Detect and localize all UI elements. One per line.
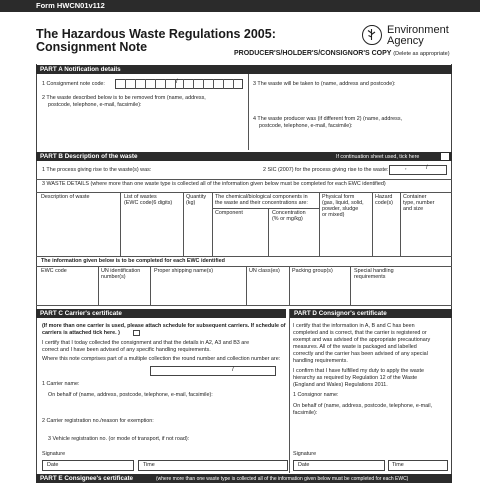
sic-field[interactable] (389, 165, 447, 175)
part-e-note: (where more than one waste type is collected all of the information given below must be completed for each EWC) (156, 476, 409, 482)
part-b-heading: PART B Description of the waste If continuation sheet used, tick here (36, 152, 452, 161)
col-rule (400, 192, 401, 256)
consignor-cert-3: exempt and was advised of the appropriate precautionary (293, 337, 431, 343)
table-rule (36, 305, 452, 306)
multiple-collection-label: Where this note comprises part of a multiple collection the round number and collection number are: (42, 356, 281, 362)
part-e-heading: PART E Consignee's certificate (where more than one waste type is collected all of the information given below must be completed for each EWC) (36, 474, 452, 483)
col-rule (268, 208, 269, 256)
sic-separator-1: , (405, 165, 407, 171)
collection-separator: / (232, 366, 234, 373)
carrier-name-label: 1 Carrier name: (42, 381, 80, 387)
consignment-code-label: 1 Consignment note code: (42, 81, 105, 87)
confirm-3: (England and Wales) Regulations 2011. (293, 382, 388, 388)
col-rule (212, 192, 213, 256)
part-d-heading: PART D Consignor's certificate (290, 309, 452, 318)
process-label: 1 The process giving rise to the waste(s) was: (42, 167, 152, 173)
removed-from-label-2: postcode, telephone, e-mail, facsimile): (48, 102, 142, 108)
col-concentration-1: Concentration (272, 210, 306, 216)
form-code: Form HWCN01v112 (36, 1, 105, 10)
taken-to-label: 3 The waste will be taken to (name, address and postcode): (253, 81, 396, 87)
carrier-schedule-note-2: carriers is attached tick here. ) (42, 330, 120, 336)
col-quantity-1: Quantity (186, 194, 207, 200)
col-description: Description of waste (41, 194, 90, 200)
part-a-divider (248, 74, 249, 150)
agency-name-line1: Environment (387, 24, 449, 36)
agency-logo-icon (362, 25, 382, 45)
consignor-time-label: Time (392, 462, 404, 468)
carrier-schedule-note-1: (If more than one carrier is used, please attach schedule for subsequent carriers. If schedule of (42, 323, 286, 329)
col-concentration-2: (% or mg/kg) (272, 216, 303, 222)
carrier-cert-2: correct and I have been advised of any specific handling requirements. (42, 347, 211, 353)
confirm-2: hierarchy as required by Regulation 12 of the Waste (293, 375, 418, 381)
consignor-cert-4: measures. All of the waste is packaged and labelled (293, 344, 417, 350)
ewc-col-code: EWC code (41, 268, 67, 274)
producer-label-2: postcode, telephone, e-mail, facsimile): (259, 123, 353, 129)
carrier-schedule-checkbox[interactable] (133, 330, 140, 336)
table-rule (36, 192, 452, 193)
col-hazard-1: Hazard (375, 194, 393, 200)
col-container-3: and size (403, 206, 424, 212)
ewc-col-shipping: Proper shipping name(s) (154, 268, 214, 274)
consignor-date-label: Date (298, 462, 310, 468)
carrier-time-label: Time (143, 462, 155, 468)
table-rule (212, 208, 319, 209)
consignor-on-behalf-2: facsimile): (293, 410, 318, 416)
col-list-wastes-1: List of wastes (124, 194, 157, 200)
agency-name-line2: Agency (387, 35, 424, 47)
col-rule (98, 266, 99, 305)
consignor-cert-5: correctly and the carrier has been advised of any special (293, 351, 428, 357)
consignment-code-field[interactable]: / (115, 79, 243, 89)
ewc-col-special-2: requirements (354, 274, 386, 280)
col-physical-2: (gas, liquid, solid, (322, 200, 364, 206)
producer-label-1: 4 The waste producer was (if different from 2) (name, address, (253, 116, 403, 122)
sic-label: 2 SIC (2007) for the process giving rise to the waste: (263, 167, 389, 173)
part-a-heading: PART A Notification details (36, 65, 452, 74)
copy-label: PRODUCER'S/HOLDER'S/CONSIGNOR'S COPY (Delete as appropriate) (234, 50, 450, 57)
form-code-bar (0, 0, 480, 12)
col-rule (150, 266, 151, 305)
col-quantity-2: (kg) (186, 200, 196, 206)
carrier-time-field[interactable] (138, 460, 288, 471)
col-component: Component (215, 210, 243, 216)
col-rule (372, 192, 373, 256)
col-rule (246, 266, 247, 305)
confirm-1: I confirm that I have fulfilled my duty to apply the waste (293, 368, 424, 374)
col-rule (350, 266, 351, 305)
consignor-name-label: 1 Consignor name: (293, 392, 339, 398)
consignor-on-behalf-1: On behalf of (name, address, postcode, telephone, e-mail, (293, 403, 433, 409)
form-subtitle: Consignment Note (36, 40, 148, 54)
carrier-registration-label: 2 Carrier registration no./reason for exemption: (42, 418, 154, 424)
continuation-label: If continuation sheet used, tick here (336, 153, 420, 160)
carrier-date-label: Date (47, 462, 59, 468)
ewc-note: The information given below is to be completed for each EWC identified (41, 258, 225, 264)
ewc-col-un-id-2: number(s) (101, 274, 126, 280)
ewc-col-un-id-1: UN identification (101, 268, 141, 274)
col-chem-2: the waste and their concentrations are: (215, 200, 308, 206)
collection-number-field[interactable] (150, 366, 276, 376)
ewc-col-special-1: Special handling (354, 268, 394, 274)
consignor-cert-1: I certify that the information in A, B and C has been (293, 323, 415, 329)
ewc-col-un-class: UN class(es) (249, 268, 280, 274)
waste-details-label: 3 WASTE DETAILS (where more than one waste type is collected all of the information given below must be completed for each EWC identified) (42, 181, 386, 187)
carrier-on-behalf-label: On behalf of (name, address, postcode, telephone, e-mail, facsimile): (48, 392, 213, 398)
removed-from-label-1: 2 The waste described below is to be removed from (name, address, (42, 95, 206, 101)
carrier-cert-1: I certify that I today collected the consignment and that the details in A2, A3 and B3 are (42, 340, 250, 346)
consignor-cert-2: completed and is correct, that the carrier is registered or (293, 330, 427, 336)
copy-note: (Delete as appropriate) (393, 51, 450, 57)
col-list-wastes-2: (EWC code(6 digits) (124, 200, 173, 206)
form-title: The Hazardous Waste Regulations 2005: (36, 27, 276, 41)
continuation-checkbox[interactable] (441, 153, 449, 160)
col-rule (319, 192, 320, 256)
col-physical-3: powder, sludge (322, 206, 359, 212)
part-cd-divider (289, 309, 290, 473)
ewc-col-packing: Packing group(s) (292, 268, 333, 274)
table-rule (36, 256, 452, 257)
col-container-2: type, number (403, 200, 435, 206)
col-physical-1: Physical form (322, 194, 355, 200)
col-rule (183, 192, 184, 256)
col-container-1: Container (403, 194, 427, 200)
part-c-heading: PART C Carrier's certificate (36, 309, 286, 318)
col-rule (120, 192, 121, 256)
col-chem-1: The chemical/biological components in (215, 194, 308, 200)
sic-separator-2: / (426, 165, 428, 171)
rule (36, 179, 452, 180)
vehicle-registration-label: 3 Vehicle registration no. (or mode of transport, if not road): (48, 436, 190, 442)
col-hazard-2: code(s) (375, 200, 393, 206)
consignor-signature-label: Signature (293, 451, 317, 457)
consignor-cert-6: handling requirements. (293, 358, 348, 364)
col-rule (289, 266, 290, 305)
carrier-signature-label: Signature (42, 451, 66, 457)
col-physical-4: or mixed) (322, 212, 345, 218)
